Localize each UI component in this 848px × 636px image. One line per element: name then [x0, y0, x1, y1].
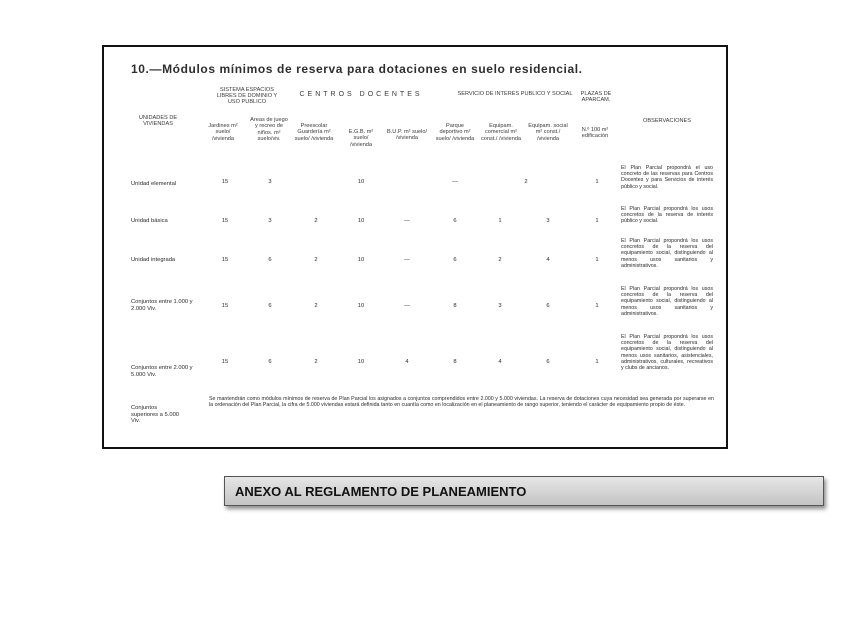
header-col-7: Equipam. comercial m² const./ /vivienda: [480, 123, 522, 142]
table-cell: 3: [268, 218, 272, 224]
table-cell: 6: [268, 257, 272, 263]
table-cell: 8: [453, 303, 457, 309]
table-cell: 6: [546, 303, 550, 309]
table-cell: —: [404, 303, 410, 309]
table-cell: 4: [498, 359, 502, 365]
header-units: UNIDADES DE VIVIENDAS: [138, 115, 178, 128]
table-cell: 10: [357, 179, 365, 185]
table-cell: 1: [498, 218, 502, 224]
table-cell: 1: [595, 218, 599, 224]
row-label-1: Unidad elemental: [131, 181, 177, 187]
header-col-9: N.º 100 m² edificación: [581, 127, 609, 140]
observation-2: El Plan Parcial propondrá los usos concretos de la reserva de interés público y social.: [621, 206, 713, 225]
table-cell: 8: [453, 359, 457, 365]
header-col-5: B.U.P. m² suelo/ /vivienda: [387, 129, 427, 142]
table-cell: 10: [357, 257, 365, 263]
table-cell: 10: [357, 218, 365, 224]
table-title: 10.—Módulos mínimos de reserva para dotaciones en suelo residencial.: [131, 62, 583, 76]
header-col-2: Areas de juego y recreo de niños. m² suelo/viv.: [250, 117, 288, 143]
table-cell: 3: [498, 303, 502, 309]
observation-4: El Plan Parcial propondrá los usos concretos de la reserva del equipamiento social, distinguiendo al menos usos sanitarios y administrativos.: [621, 286, 713, 317]
table-cell: 6: [268, 359, 272, 365]
table-cell: 2: [524, 179, 528, 185]
table-cell: 6: [546, 359, 550, 365]
table-cell: 6: [268, 303, 272, 309]
observation-3: El Plan Parcial propondrá los usos concretos de la reserva del equipamiento social, distinguiendo al menos usos sanitarios y administrativos.: [621, 238, 713, 269]
table-cell: 3: [546, 218, 550, 224]
table-cell: —: [404, 218, 410, 224]
table-cell: 2: [314, 359, 318, 365]
scanned-table-page: [102, 45, 728, 449]
table-cell: 4: [405, 359, 409, 365]
last-row-note: Se mantendrán como módulos mínimos de reserva de Plan Parcial los asignados a conjuntos comprendidos entre 2.000 y 5.000 viviendas. La reserva de dotaciones cuya necesidad sea generada por superarse en la ordenación del Plan Parcial, la cifra de 5.000 viviendas estará definida tanto en cuantía como en localización en el planeamiento de rango superior, teniendo el carácter de equipamiento propio de éste.: [209, 396, 714, 409]
observation-5: El Plan Parcial propondrá los usos concretos de la reserva del equipamiento social, distinguiendo al menos usos sanitarios, asistenciales, administrativos, culturales, recreativos y clubs de ancianos.: [621, 334, 713, 372]
row-label-3: Unidad integrada: [131, 257, 176, 263]
table-cell: —: [404, 257, 410, 263]
header-col-4: E.G.B. m² suelo/ /vivienda: [348, 129, 374, 148]
header-col-6: Parque deportivo m² suelo/ /vivienda: [435, 123, 475, 142]
header-col-3: Preescolar Guardería m² suelo/ /vivienda: [294, 123, 334, 142]
observation-1: El Plan Parcial propondrá el uso concreto de las reservas para Centros Docentes y para Servicios de interés público y social.: [621, 165, 713, 190]
header-col-1: Jardines m² suelo/ /vivienda: [208, 123, 238, 142]
table-cell: 2: [314, 218, 318, 224]
table-cell: —: [452, 179, 458, 185]
table-cell: 15: [221, 218, 229, 224]
row-label-5: Conjuntos entre 2.000 y 5.000 Viv.: [131, 365, 193, 378]
table-cell: 6: [453, 218, 457, 224]
header-col-8: Equipam. social m² const./ /vivienda: [528, 123, 568, 142]
table-cell: 10: [357, 303, 365, 309]
table-cell: 1: [595, 359, 599, 365]
table-cell: 3: [268, 179, 272, 185]
table-cell: 6: [453, 257, 457, 263]
header-group-plazas: PLAZAS DE APARCAM.: [580, 91, 612, 104]
annex-label: ANEXO AL REGLAMENTO DE PLANEAMIENTO: [235, 484, 527, 499]
header-group-servicio: SERVICIO DE INTERES PUBLICO Y SOCIAL: [457, 91, 573, 97]
table-cell: 2: [314, 303, 318, 309]
table-cell: 10: [357, 359, 365, 365]
table-cell: 2: [498, 257, 502, 263]
table-cell: 2: [314, 257, 318, 263]
row-label-4: Conjuntos entre 1.000 y 2.000 Viv.: [131, 299, 193, 312]
header-group-espacios: SISTEMA ESPACIOS LIBRES DE DOMINIO Y USO PUBLICO: [216, 87, 278, 106]
header-observaciones: OBSERVACIONES: [643, 118, 691, 124]
table-cell: 15: [221, 179, 229, 185]
row-label-2: Unidad básica: [131, 218, 168, 224]
table-cell: 15: [221, 257, 229, 263]
annex-banner: [224, 476, 824, 506]
table-cell: 4: [546, 257, 550, 263]
table-cell: 15: [221, 303, 229, 309]
table-cell: 1: [595, 303, 599, 309]
table-cell: 1: [595, 257, 599, 263]
row-label-6: Conjuntos superiores a 5.000 Viv.: [131, 405, 180, 425]
table-cell: 1: [595, 179, 599, 185]
header-group-docentes: CENTROS DOCENTES: [299, 91, 423, 98]
table-cell: 15: [221, 359, 229, 365]
